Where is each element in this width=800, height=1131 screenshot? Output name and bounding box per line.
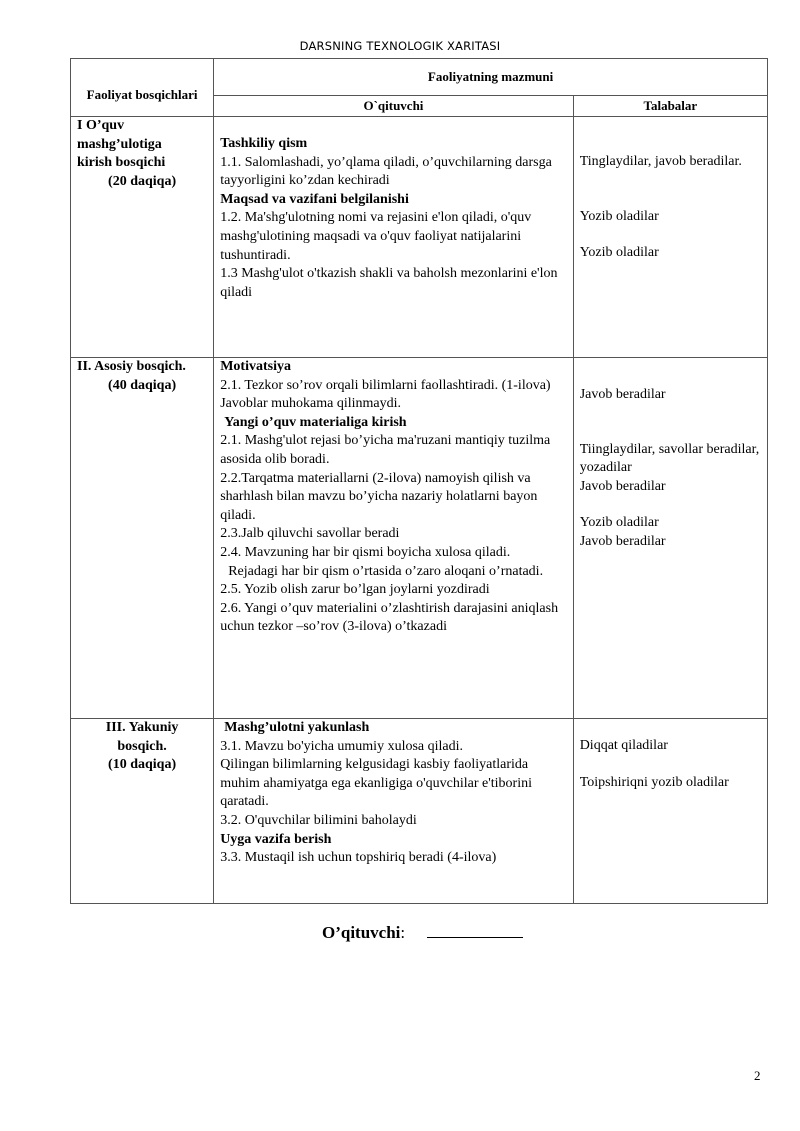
table-header-row: [71, 59, 768, 96]
stage-2-student-3: Javob beradilar: [579, 478, 666, 494]
stage-3-item-3-2: 3.2. O'quvchilar bilimini baholaydi: [220, 812, 417, 828]
stage-3-cell: [71, 719, 214, 904]
stage-2-item-2-5: 2.5. Yozib olish zarur bo’lgan joylarni yozdiradi: [220, 582, 490, 598]
stage-2-heading-new-material: Yangi o’quv materialiga kirish: [224, 414, 407, 430]
stage-2-item-discussion: Javoblar muhokama qilinmaydi.: [220, 396, 401, 412]
stage-3-item-importance: Qilingan bilimlarning kelgusidagi kasbiy faoliyatlarida muhim ahamiyatga ega ekanligiga o'quvchilar e'tiborini qaratadi.: [220, 757, 532, 810]
stage-2-item-2-2: 2.2.Tarqatma materiallarni (2-ilova) namoyish qilish va sharhlash bilan mavzu bo’yicha nazariy holatlarni bayon qiladi.: [220, 470, 538, 523]
stage-3-heading-conclusion: Mashg’ulotni yakunlash: [224, 720, 370, 735]
table-row-stage-1: [71, 117, 768, 358]
stage-1-cell: [71, 117, 214, 358]
stage-1-students-cell: [573, 117, 767, 358]
stage-3-item-3-1: 3.1. Mavzu bo'yicha umumiy xulosa qiladi.: [220, 738, 464, 754]
teacher-signature: [322, 923, 523, 943]
table-row-stage-3: [71, 719, 768, 904]
stage-2-duration: (40 daqiqa): [108, 377, 177, 393]
stage-1-student-1: Tinglaydilar, javob beradilar.: [579, 154, 742, 169]
stage-2-item-2-6: 2.6. Yangi o’quv materialini o’zlashtirish darajasini aniqlash uchun tezkor –so’rov (3-ilova) o’tkazadi: [220, 600, 559, 635]
stage-1-heading-organizational: Tashkiliy qism: [220, 136, 308, 151]
stage-1-heading-goals: Maqsad va vazifani belgilanishi: [220, 191, 409, 207]
stage-2-heading-motivation: Motivatsiya: [220, 359, 291, 374]
stage-3-teacher-cell: [214, 719, 574, 904]
stage-2-item-2-4: 2.4. Mavzuning har bir qismi boyicha xulosa qiladi.: [220, 544, 511, 560]
stage-2-item-connection: Rejadagi har bir qism o’rtasida o’zaro aloqani o’rnatadi.: [228, 563, 544, 579]
stage-3-name-line2: bosqich.: [117, 738, 167, 754]
stage-2-student-4: Yozib oladilar: [579, 515, 659, 531]
stage-1-duration: (20 daqiqa): [108, 173, 177, 189]
stage-1-item-1-2: 1.2. Ma'shg'ulotning nomi va rejasini e'lon qiladi, o'quv mashg'ulotining maqsadi va o'quv faoliyat natijalarini tushuntiradi.: [220, 210, 532, 263]
stage-3-item-3-3: 3.3. Mustaqil ish uchun topshiriq beradi (4-ilova): [220, 850, 497, 866]
stage-2-student-5: Javob beradilar: [579, 533, 666, 549]
stage-3-students-cell: [573, 719, 767, 904]
stage-2-item-2-1b: 2.1. Mashg'ulot rejasi bo’yicha ma'ruzani mantiqiy tuzilma asosida olib boradi.: [220, 433, 551, 467]
stage-2-cell: [71, 358, 214, 719]
stage-2-student-1: Javob beradilar: [579, 387, 666, 402]
stage-1-name-line1: I O’quv: [77, 118, 125, 133]
stage-2-students-cell: [573, 358, 767, 719]
stage-2-teacher-cell: [214, 358, 574, 719]
stage-1-name-line3: kirish bosqichi: [77, 155, 166, 171]
stage-1-item-1-3: 1.3 Mashg'ulot o'tkazish shakli va baholsh mezonlarini e'lon qiladi: [220, 266, 558, 300]
lesson-plan-table: [70, 58, 768, 904]
stage-2-name: II. Asosiy bosqich.: [77, 359, 186, 374]
stage-3-heading-homework: Uyga vazifa berish: [220, 831, 332, 847]
header-students: Talabalar: [573, 96, 767, 117]
teacher-signature-colon: :: [400, 923, 406, 942]
stage-3-student-1: Diqqat qiladilar: [579, 738, 668, 753]
stage-1-student-3: Yozib oladilar: [579, 245, 659, 261]
stage-1-item-1-1: 1.1. Salomlashadi, yo’qlama qiladi, o’quvchilarning darsga tayyorligini ko’zdan kechiradi: [220, 154, 552, 189]
stage-3-duration: (10 daqiqa): [108, 757, 177, 773]
header-teacher: O`qituvchi: [214, 96, 574, 117]
signature-line: [427, 923, 523, 938]
table-row-stage-2: [71, 358, 768, 719]
header-content: Faoliyatning mazmuni: [214, 59, 768, 96]
stage-1-name-line2: mashg’ulotiga: [77, 136, 162, 152]
stage-1-teacher-cell: [214, 117, 574, 358]
document-title: DARSNING TEXNOLOGIK XARITASI: [299, 39, 501, 53]
stage-1-student-2: Yozib oladilar: [579, 208, 659, 224]
stage-2-item-2-3: 2.3.Jalb qiluvchi savollar beradi: [220, 526, 400, 542]
stage-3-student-2: Toipshiriqni yozib oladilar: [579, 774, 729, 790]
header-stages: Faoliyat bosqichlari: [71, 59, 214, 117]
teacher-signature-label: O’qituvchi: [322, 923, 401, 942]
page-number: 2: [754, 1068, 761, 1083]
stage-2-item-2-1a: 2.1. Tezkor so’rov orqali bilimlarni faollashtiradi. (1-ilova): [220, 377, 551, 393]
stage-3-name-line1: III. Yakuniy: [105, 720, 179, 735]
stage-2-student-2: Tiinglaydilar, savollar beradilar, yozadilar: [579, 441, 760, 476]
